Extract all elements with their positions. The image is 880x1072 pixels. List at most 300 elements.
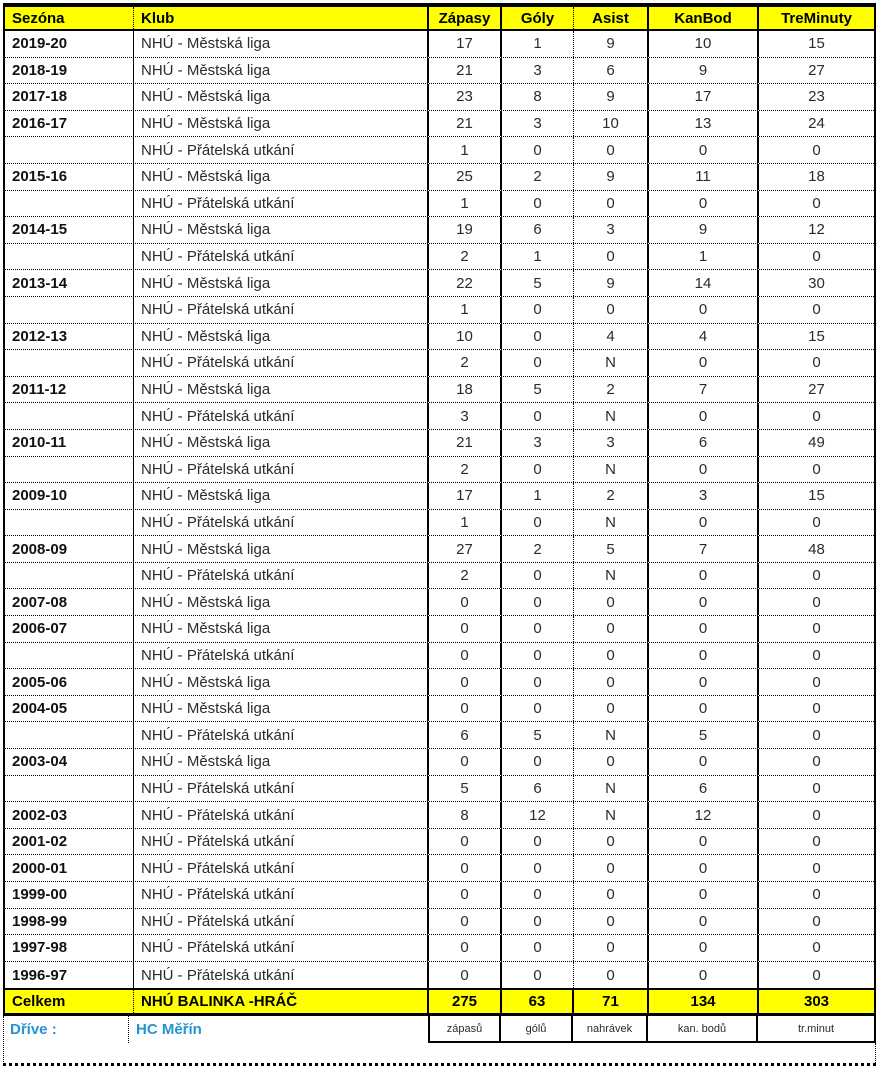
unit-label-assists: nahrávek	[573, 1016, 648, 1043]
games-cell: 19	[429, 217, 502, 243]
penalty-cell: 0	[812, 194, 821, 212]
table-row	[5, 909, 874, 936]
points-cell: 10	[649, 31, 759, 57]
assists-cell: N	[574, 802, 649, 828]
assists-cell: N	[574, 403, 649, 429]
assists-cell: 0	[574, 669, 649, 695]
goals-cell: 2	[502, 164, 574, 190]
club-cell: NHÚ - Přátelská utkání	[134, 297, 429, 323]
stats-table	[3, 3, 876, 1066]
goals-cell: 5	[502, 270, 574, 296]
penalty-cell: 27	[808, 61, 825, 79]
penalty-cell: 0	[812, 646, 821, 664]
table-row	[5, 589, 874, 616]
goals-cell: 0	[502, 589, 574, 615]
season-cell	[5, 297, 134, 323]
penalty-cell: 0	[812, 939, 821, 957]
assists-cell: 0	[574, 962, 649, 989]
assists-cell: 0	[574, 749, 649, 775]
games-cell: 0	[429, 882, 502, 908]
points-cell: 0	[649, 935, 759, 961]
goals-cell: 1	[502, 483, 574, 509]
goals-cell: 3	[502, 430, 574, 456]
games-cell: 22	[429, 270, 502, 296]
games-cell: 2	[429, 350, 502, 376]
table-row	[5, 962, 874, 989]
table-row	[5, 31, 874, 58]
club-cell: NHÚ - Městská liga	[134, 164, 429, 190]
header-asist: Asist	[574, 7, 649, 29]
season-cell	[5, 244, 134, 270]
goals-cell: 0	[502, 696, 574, 722]
season-cell: 1996-97	[5, 962, 134, 989]
points-cell: 1	[649, 244, 759, 270]
header-row	[5, 7, 874, 31]
games-cell: 5	[429, 776, 502, 802]
season-cell: 2019-20	[5, 31, 134, 57]
season-cell: 2001-02	[5, 829, 134, 855]
assists-cell: 0	[574, 297, 649, 323]
penalty-cell: 0	[812, 779, 821, 797]
unit-label-points: kan. bodů	[648, 1016, 758, 1043]
header-kanbod: KanBod	[649, 7, 759, 29]
assists-cell: 2	[574, 483, 649, 509]
header-treminuty: TreMinuty	[781, 9, 852, 27]
club-cell: NHÚ - Přátelská utkání	[134, 722, 429, 748]
season-cell	[5, 191, 134, 217]
club-cell: NHÚ - Městská liga	[134, 669, 429, 695]
totals-games-cell: 275	[429, 990, 502, 1013]
table-row	[5, 563, 874, 590]
season-cell: 2009-10	[5, 483, 134, 509]
club-cell: NHÚ - Přátelská utkání	[134, 776, 429, 802]
table-row	[5, 270, 874, 297]
games-cell: 23	[429, 84, 502, 110]
games-cell: 2	[429, 244, 502, 270]
unit-label-goals: gólů	[501, 1016, 573, 1043]
points-cell: 0	[649, 749, 759, 775]
penalty-cell: 23	[808, 88, 825, 106]
penalty-cell: 0	[812, 726, 821, 744]
table-row	[5, 696, 874, 723]
club-cell: NHÚ - Přátelská utkání	[134, 962, 429, 989]
table-row	[5, 855, 874, 882]
club-cell: NHÚ - Městská liga	[134, 696, 429, 722]
goals-cell: 3	[502, 111, 574, 137]
goals-cell: 0	[502, 510, 574, 536]
points-cell: 0	[649, 403, 759, 429]
goals-cell: 0	[502, 962, 574, 989]
table-row	[5, 164, 874, 191]
club-cell: NHÚ - Přátelská utkání	[134, 855, 429, 881]
goals-cell: 8	[502, 84, 574, 110]
points-cell: 9	[649, 58, 759, 84]
goals-cell: 0	[502, 909, 574, 935]
penalty-cell: 0	[812, 700, 821, 718]
totals-label-cell: Celkem	[5, 990, 134, 1013]
points-cell: 0	[649, 643, 759, 669]
penalty-cell: 12	[808, 221, 825, 239]
season-cell: 2007-08	[5, 589, 134, 615]
table-row	[5, 616, 874, 643]
footer-row	[4, 1016, 876, 1043]
penalty-cell: 49	[808, 434, 825, 452]
points-cell: 0	[649, 855, 759, 881]
assists-cell: N	[574, 510, 649, 536]
games-cell: 1	[429, 510, 502, 536]
table-row	[5, 457, 874, 484]
goals-cell: 0	[502, 324, 574, 350]
points-cell: 0	[649, 669, 759, 695]
assists-cell: N	[574, 457, 649, 483]
penalty-cell: 0	[812, 141, 821, 159]
games-cell: 27	[429, 536, 502, 562]
goals-cell: 2	[502, 536, 574, 562]
penalty-cell: 0	[812, 620, 821, 638]
season-cell: 2004-05	[5, 696, 134, 722]
penalty-cell: 15	[808, 487, 825, 505]
season-cell: 2017-18	[5, 84, 134, 110]
unit-label-games: zápasů	[428, 1016, 501, 1043]
table-row	[5, 403, 874, 430]
assists-cell: 0	[574, 643, 649, 669]
club-cell: NHÚ - Přátelská utkání	[134, 882, 429, 908]
assists-cell: 9	[574, 84, 649, 110]
assists-cell: 4	[574, 324, 649, 350]
penalty-cell: 0	[812, 806, 821, 824]
points-cell: 0	[649, 962, 759, 989]
games-cell: 2	[429, 457, 502, 483]
season-cell: 2016-17	[5, 111, 134, 137]
club-cell: NHÚ - Městská liga	[134, 483, 429, 509]
penalty-cell: 0	[812, 460, 821, 478]
table-row	[5, 84, 874, 111]
table-row	[5, 722, 874, 749]
goals-cell: 12	[502, 802, 574, 828]
club-cell: NHÚ - Městská liga	[134, 31, 429, 57]
points-cell: 0	[649, 297, 759, 323]
games-cell: 21	[429, 58, 502, 84]
points-cell: 0	[649, 191, 759, 217]
season-cell	[5, 457, 134, 483]
totals-points-cell: 134	[649, 990, 759, 1013]
points-cell: 5	[649, 722, 759, 748]
games-cell: 17	[429, 31, 502, 57]
table-row	[5, 297, 874, 324]
table-row	[5, 111, 874, 138]
penalty-cell: 0	[812, 354, 821, 372]
former-club-section	[4, 1016, 428, 1043]
points-cell: 0	[649, 510, 759, 536]
assists-cell: 0	[574, 589, 649, 615]
games-cell: 0	[429, 909, 502, 935]
points-cell: 0	[649, 137, 759, 163]
assists-cell: 0	[574, 137, 649, 163]
penalty-cell: 0	[812, 407, 821, 425]
club-cell: NHÚ - Městská liga	[134, 616, 429, 642]
unit-label-penalty: tr.minut	[758, 1016, 876, 1043]
goals-cell: 0	[502, 457, 574, 483]
season-cell: 2013-14	[5, 270, 134, 296]
games-cell: 25	[429, 164, 502, 190]
stats-table-main	[3, 3, 876, 1016]
season-cell	[5, 643, 134, 669]
assists-cell: 9	[574, 164, 649, 190]
assists-cell: 0	[574, 616, 649, 642]
club-cell: NHÚ - Přátelská utkání	[134, 191, 429, 217]
games-cell: 0	[429, 616, 502, 642]
goals-cell: 1	[502, 31, 574, 57]
points-cell: 7	[649, 377, 759, 403]
club-cell: NHÚ - Městská liga	[134, 270, 429, 296]
assists-cell: 10	[574, 111, 649, 137]
goals-cell: 0	[502, 643, 574, 669]
club-cell: NHÚ - Přátelská utkání	[134, 643, 429, 669]
penalty-cell: 0	[812, 513, 821, 531]
table-row	[5, 377, 874, 404]
penalty-cell: 48	[808, 540, 825, 558]
table-row	[5, 350, 874, 377]
penalty-cell: 30	[808, 274, 825, 292]
games-cell: 21	[429, 111, 502, 137]
penalty-cell: 0	[812, 753, 821, 771]
table-row	[5, 217, 874, 244]
table-row	[5, 643, 874, 670]
club-cell: NHÚ - Přátelská utkání	[134, 510, 429, 536]
former-club-name: HC Měřín	[136, 1021, 202, 1039]
totals-goals-cell: 63	[502, 990, 574, 1013]
games-cell: 0	[429, 589, 502, 615]
penalty-cell: 0	[812, 593, 821, 611]
penalty-cell: 0	[812, 859, 821, 877]
assists-cell: N	[574, 350, 649, 376]
assists-cell: 0	[574, 935, 649, 961]
assists-cell: 0	[574, 909, 649, 935]
club-cell: NHÚ - Přátelská utkání	[134, 935, 429, 961]
assists-cell: 0	[574, 855, 649, 881]
goals-cell: 6	[502, 217, 574, 243]
assists-cell: N	[574, 722, 649, 748]
points-cell: 0	[649, 882, 759, 908]
goals-cell: 0	[502, 563, 574, 589]
penalty-cell: 15	[808, 327, 825, 345]
goals-cell: 0	[502, 935, 574, 961]
goals-cell: 0	[502, 829, 574, 855]
club-cell: NHÚ - Přátelská utkání	[134, 137, 429, 163]
club-cell: NHÚ - Přátelská utkání	[134, 909, 429, 935]
club-cell: NHÚ - Přátelská utkání	[134, 244, 429, 270]
table-row	[5, 137, 874, 164]
club-cell: NHÚ - Přátelská utkání	[134, 350, 429, 376]
season-cell: 2005-06	[5, 669, 134, 695]
goals-cell: 0	[502, 403, 574, 429]
points-cell: 0	[649, 563, 759, 589]
season-cell: 2011-12	[5, 377, 134, 403]
assists-cell: 0	[574, 244, 649, 270]
table-row	[5, 669, 874, 696]
games-cell: 6	[429, 722, 502, 748]
points-cell: 0	[649, 457, 759, 483]
table-row	[5, 58, 874, 85]
goals-cell: 0	[502, 616, 574, 642]
points-cell: 6	[649, 776, 759, 802]
goals-cell: 0	[502, 855, 574, 881]
club-cell: NHÚ - Přátelská utkání	[134, 802, 429, 828]
club-cell: NHÚ - Přátelská utkání	[134, 403, 429, 429]
totals-row	[5, 988, 874, 1013]
season-cell	[5, 563, 134, 589]
club-cell: NHÚ - Městská liga	[134, 589, 429, 615]
table-row	[5, 776, 874, 803]
season-cell	[5, 137, 134, 163]
penalty-cell: 0	[812, 301, 821, 319]
points-cell: 0	[649, 350, 759, 376]
club-cell: NHÚ - Přátelská utkání	[134, 829, 429, 855]
season-cell: 2003-04	[5, 749, 134, 775]
points-cell: 0	[649, 909, 759, 935]
games-cell: 1	[429, 297, 502, 323]
goals-cell: 0	[502, 137, 574, 163]
games-cell: 1	[429, 137, 502, 163]
penalty-cell: 0	[812, 886, 821, 904]
penalty-cell: 15	[808, 35, 825, 53]
table-row	[5, 829, 874, 856]
games-cell: 10	[429, 324, 502, 350]
penalty-cell: 0	[812, 248, 821, 266]
games-cell: 0	[429, 935, 502, 961]
season-cell: 2006-07	[5, 616, 134, 642]
points-cell: 14	[649, 270, 759, 296]
club-cell: NHÚ - Přátelská utkání	[134, 457, 429, 483]
points-cell: 0	[649, 589, 759, 615]
table-row	[5, 536, 874, 563]
season-cell: 2000-01	[5, 855, 134, 881]
goals-cell: 1	[502, 244, 574, 270]
club-cell: NHÚ - Městská liga	[134, 217, 429, 243]
totals-assists-cell: 71	[574, 990, 649, 1013]
goals-cell: 3	[502, 58, 574, 84]
goals-cell: 6	[502, 776, 574, 802]
assists-cell: 9	[574, 270, 649, 296]
season-cell: 1998-99	[5, 909, 134, 935]
drive-label: Dříve :	[4, 1016, 129, 1043]
season-cell: 2018-19	[5, 58, 134, 84]
games-cell: 0	[429, 643, 502, 669]
club-cell: NHÚ - Přátelská utkání	[134, 563, 429, 589]
table-row	[5, 935, 874, 962]
goals-cell: 0	[502, 297, 574, 323]
games-cell: 21	[429, 430, 502, 456]
penalty-cell: 27	[808, 381, 825, 399]
totals-penalty-cell: 303	[803, 993, 830, 1011]
season-cell: 2014-15	[5, 217, 134, 243]
header-zapasy: Zápasy	[429, 7, 502, 29]
assists-cell: 0	[574, 882, 649, 908]
goals-cell: 0	[502, 749, 574, 775]
assists-cell: 0	[574, 829, 649, 855]
points-cell: 13	[649, 111, 759, 137]
assists-cell: 0	[574, 191, 649, 217]
table-row	[5, 749, 874, 776]
season-cell: 2015-16	[5, 164, 134, 190]
season-cell: 1997-98	[5, 935, 134, 961]
table-row	[5, 244, 874, 271]
penalty-cell: 0	[812, 673, 821, 691]
assists-cell: 3	[574, 430, 649, 456]
assists-cell: 9	[574, 31, 649, 57]
club-cell: NHÚ - Městská liga	[134, 324, 429, 350]
club-cell: NHÚ - Městská liga	[134, 749, 429, 775]
games-cell: 0	[429, 829, 502, 855]
points-cell: 11	[649, 164, 759, 190]
header-goly: Góly	[502, 7, 574, 29]
games-cell: 0	[429, 855, 502, 881]
table-row	[5, 483, 874, 510]
table-row	[5, 324, 874, 351]
games-cell: 0	[429, 669, 502, 695]
points-cell: 0	[649, 616, 759, 642]
goals-cell: 5	[502, 722, 574, 748]
footer-zone	[3, 1016, 876, 1066]
points-cell: 4	[649, 324, 759, 350]
header-klub: Klub	[134, 7, 429, 29]
table-row	[5, 802, 874, 829]
goals-cell: 0	[502, 669, 574, 695]
table-row	[5, 430, 874, 457]
points-cell: 12	[649, 802, 759, 828]
season-cell: 2008-09	[5, 536, 134, 562]
table-row	[5, 191, 874, 218]
games-cell: 17	[429, 483, 502, 509]
rows-container	[5, 31, 874, 988]
penalty-cell: 0	[812, 567, 821, 585]
points-cell: 7	[649, 536, 759, 562]
season-cell: 1999-00	[5, 882, 134, 908]
games-cell: 18	[429, 377, 502, 403]
penalty-cell: 0	[812, 966, 821, 984]
club-cell: NHÚ - Městská liga	[134, 111, 429, 137]
club-cell: NHÚ - Městská liga	[134, 536, 429, 562]
points-cell: 0	[649, 829, 759, 855]
games-cell: 1	[429, 191, 502, 217]
games-cell: 3	[429, 403, 502, 429]
season-cell	[5, 722, 134, 748]
points-cell: 6	[649, 430, 759, 456]
season-cell: 2010-11	[5, 430, 134, 456]
season-cell	[5, 403, 134, 429]
club-cell: NHÚ - Městská liga	[134, 58, 429, 84]
assists-cell: N	[574, 563, 649, 589]
penalty-cell: 18	[808, 168, 825, 186]
points-cell: 9	[649, 217, 759, 243]
games-cell: 8	[429, 802, 502, 828]
goals-cell: 0	[502, 350, 574, 376]
points-cell: 17	[649, 84, 759, 110]
goals-cell: 0	[502, 882, 574, 908]
table-row	[5, 510, 874, 537]
assists-cell: 0	[574, 696, 649, 722]
assists-cell: 2	[574, 377, 649, 403]
penalty-cell: 0	[812, 912, 821, 930]
header-sezona: Sezóna	[5, 7, 134, 29]
table-row	[5, 882, 874, 909]
club-cell: NHÚ - Městská liga	[134, 377, 429, 403]
games-cell: 0	[429, 962, 502, 989]
season-cell	[5, 350, 134, 376]
club-cell: NHÚ - Městská liga	[134, 84, 429, 110]
season-cell	[5, 510, 134, 536]
games-cell: 2	[429, 563, 502, 589]
